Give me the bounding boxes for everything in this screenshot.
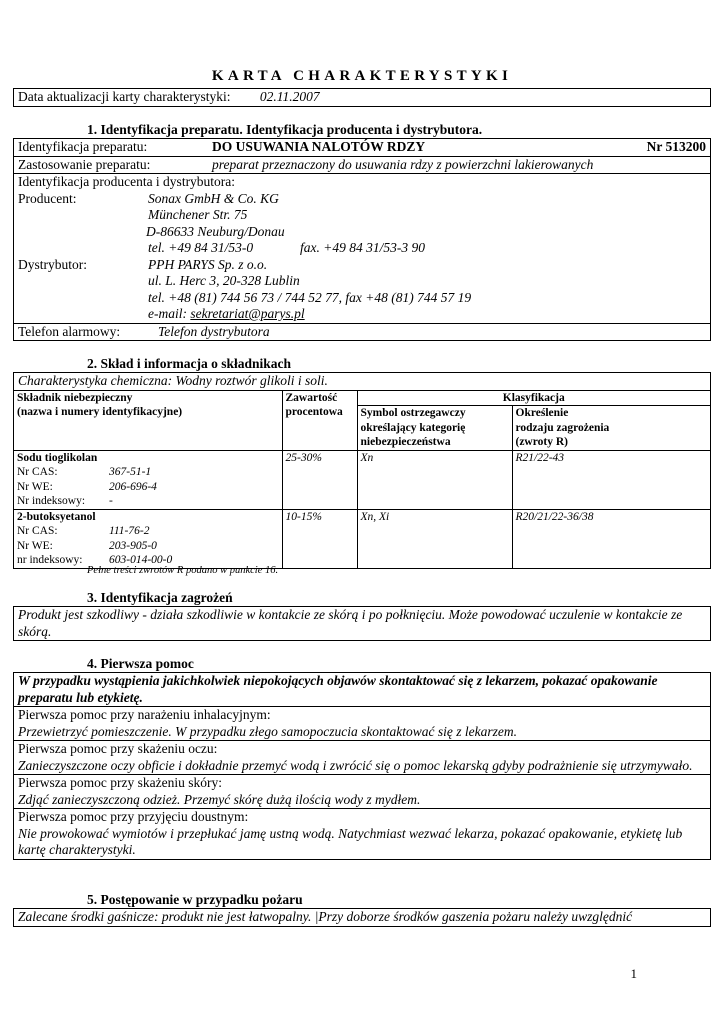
- eyes-label: Pierwsza pomoc przy skażeniu oczu:: [18, 741, 218, 756]
- section-2-box: [13, 372, 711, 569]
- section-3-heading: 3. Identyfikacja zagrożeń: [87, 590, 233, 605]
- section-4-box: [13, 672, 711, 860]
- components-table: [14, 391, 710, 568]
- use-value: preparat przeznaczony do usuwania rdzy z powierzchni lakierowanych: [212, 156, 594, 172]
- inhalation-text: Przewietrzyć pomieszczenie. W przypadku złego samopoczucia skontaktować się z lekarzem.: [18, 723, 518, 739]
- symbol-cell: Xn, Xi: [357, 509, 512, 568]
- distributor-label: Dystrybutor:: [18, 256, 87, 272]
- producer-line-3: D-86633 Neuburg/Donau: [146, 223, 285, 239]
- update-date-box: [13, 88, 711, 107]
- section-5-heading: 5. Postępowanie w przypadku pożaru: [87, 892, 303, 907]
- section-2-heading: 2. Skład i informacja o składnikach: [87, 356, 292, 371]
- r-phrase-cell: R20/21/22-36/38: [512, 509, 710, 568]
- first-aid-intro: W przypadku wystąpienia jakichkolwiek niepokojących objawów skontaktować się z lekarzem, pokazać opakowanie preparatu lub etykietę.: [18, 673, 658, 705]
- producer-line-1: Sonax GmbH & Co. KG: [148, 190, 279, 206]
- alarm-row: [14, 323, 710, 341]
- r-phrases-note: Pełne treści zwrotów R podano w punkcie 16.: [87, 565, 279, 576]
- percent-cell: 10-15%: [282, 509, 357, 568]
- producer-fax: fax. +49 84 31/53-3 90: [300, 240, 425, 255]
- use-label: Zastosowanie preparatu:: [18, 156, 151, 172]
- producer-tel: tel. +49 84 31/53-0: [148, 240, 254, 255]
- distributor-line-2: ul. L. Herc 3, 20-328 Lublin: [148, 273, 300, 288]
- distributor-line-1: PPH PARYS Sp. z o.o.: [148, 256, 268, 272]
- section-1-box: [13, 138, 711, 341]
- component-cell: 2-butoksyetanol Nr CAS: 111-76-2 Nr WE: 203-905-0 nr indeksowy: 603-014-00-0: [14, 509, 282, 568]
- hazard-text: Produkt jest szkodliwy - działa szkodliwie w kontakcie ze skórą i po połknięciu. Może powodować uczulenie w kontakcie ze skórą.: [18, 607, 683, 639]
- page-number: 1: [630, 966, 637, 981]
- table-row: [14, 509, 710, 568]
- section-4-heading: 4. Pierwsza pomoc: [87, 656, 194, 671]
- fire-text: Zalecane środki gaśnicze: produkt nie jest łatwopalny. |Przy doborze środków gaszenia pożaru należy uwzględnić: [18, 909, 633, 924]
- hdr-percent: Zawartość procentowa: [282, 391, 357, 451]
- update-date: 02.11.2007: [259, 89, 320, 104]
- distributor-line-3: tel. +48 (81) 744 56 73 / 744 52 77, fax +48 (81) 744 57 19: [148, 289, 472, 305]
- producer-block: [14, 173, 710, 323]
- table-row: [14, 450, 710, 509]
- hdr-component: Składnik niebezpieczny (nazwa i numery identyfikacyjne): [14, 391, 282, 451]
- alarm-label: Telefon alarmowy:: [18, 323, 121, 339]
- hdr-classification: Klasyfikacja: [357, 391, 710, 406]
- alarm-value: Telefon dystrybutora: [158, 323, 270, 339]
- inhalation-block: [14, 706, 710, 740]
- oral-block: [14, 808, 710, 859]
- hdr-symbol: Symbol ostrzegawczy określający kategorię niebezpieczeństwa: [357, 406, 512, 451]
- email-link[interactable]: sekretariat@parys.pl: [190, 306, 305, 321]
- inhalation-label: Pierwsza pomoc przy narażeniu inhalacyjnym:: [18, 707, 271, 722]
- skin-label: Pierwsza pomoc przy skażeniu skóry:: [18, 775, 222, 790]
- ident-value: DO USUWANIA NALOTÓW RDZY: [212, 139, 426, 154]
- oral-text: Nie prowokować wymiotów i przepłukać jamę ustną wodą. Natychmiast wezwać lekarza, pokazać opakowanie, etykietę lub kartę charakterystyki.: [18, 825, 683, 857]
- producer-heading: Identyfikacja producenta i dystrybutora:: [18, 174, 236, 189]
- skin-block: [14, 774, 710, 808]
- eyes-text: Zanieczyszczone oczy obficie i dokładnie przemyć wodą i zwrócić się o pomoc lekarską gdyby podrażnienie się utrzymywało.: [18, 757, 693, 773]
- document-title: KARTA CHARAKTERYSTYKI: [211, 68, 513, 84]
- ident-row: [14, 139, 710, 156]
- skin-text: Zdjąć zanieczyszczoną odzież. Przemyć skórę dużą ilością wody z mydłem.: [18, 791, 421, 807]
- ident-label: Identyfikacja preparatu:: [18, 139, 148, 154]
- ident-nr: Nr 513200: [646, 139, 706, 154]
- update-label: Data aktualizacji karty charakterystyki:: [18, 89, 231, 104]
- email-prefix: e-mail:: [148, 306, 187, 321]
- use-row: [14, 156, 710, 174]
- oral-label: Pierwsza pomoc przy przyjęciu doustnym:: [18, 809, 249, 824]
- eyes-block: [14, 740, 710, 774]
- producer-line-2: Münchener Str. 75: [148, 207, 248, 222]
- percent-cell: 25-30%: [282, 450, 357, 509]
- producer-label: Producent:: [18, 190, 77, 206]
- section-5-box: [13, 908, 711, 927]
- symbol-cell: Xn: [357, 450, 512, 509]
- section-3-box: [13, 606, 711, 641]
- r-phrase-cell: R21/22-43: [512, 450, 710, 509]
- chem-characteristic: Charakterystyka chemiczna: Wodny roztwór glikoli i soli.: [18, 373, 328, 388]
- section-1-heading: 1. Identyfikacja preparatu. Identyfikacja producenta i dystrybutora.: [87, 122, 483, 137]
- hdr-r-phrases: Określenie rodzaju zagrożenia (zwroty R): [512, 406, 710, 451]
- component-cell: Sodu tioglikolan Nr CAS: 367-51-1 Nr WE: 206-696-4 Nr indeksowy: -: [14, 450, 282, 509]
